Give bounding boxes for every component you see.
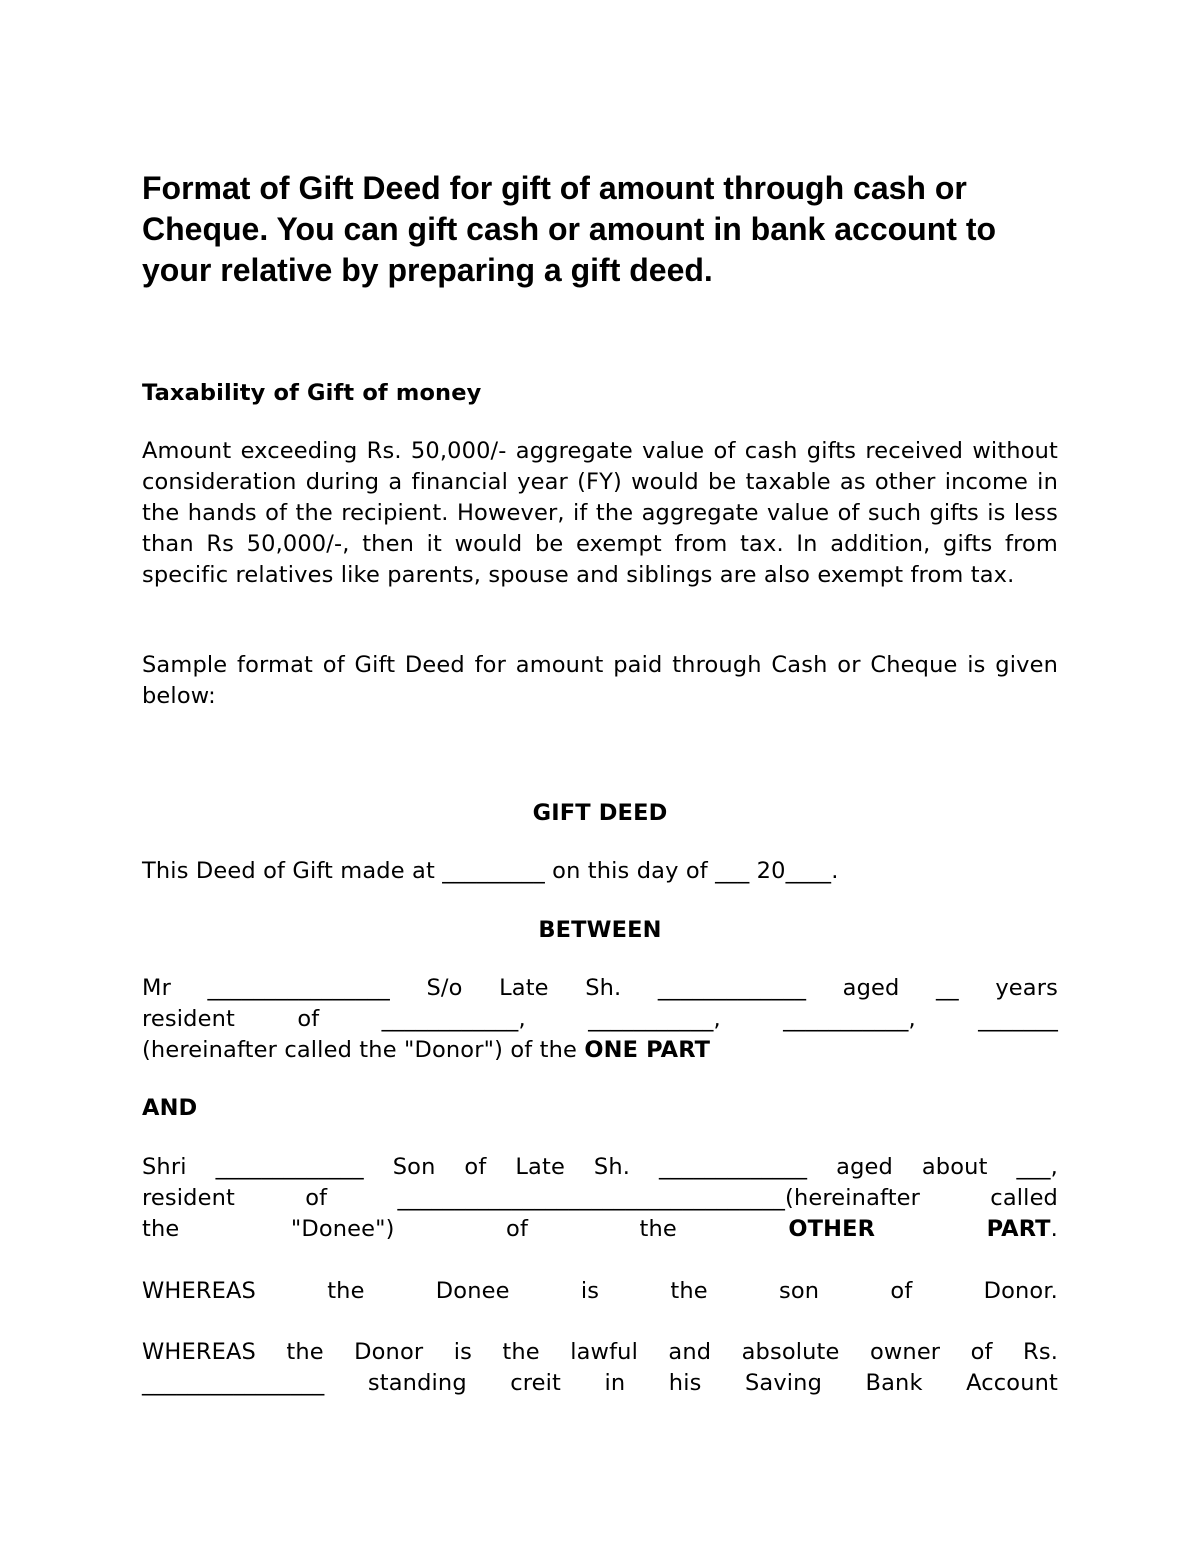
donee-paragraph bbox=[142, 1152, 1058, 1245]
deed-heading: GIFT DEED bbox=[532, 800, 668, 826]
donor-line-3-text: (hereinafter called the "Donor") of the bbox=[142, 1037, 585, 1063]
document-body bbox=[142, 168, 1058, 1396]
donor-line-1: Mr ________________ S/o Late Sh. _____________ aged __ years bbox=[142, 975, 1058, 1001]
whereas-donee-son: WHEREAS the Donee is the son of Donor. bbox=[142, 1278, 1058, 1304]
donee-line-3-end: . bbox=[1050, 1216, 1058, 1242]
donee-line-2: resident of __________________________________(hereinafter called bbox=[142, 1185, 1058, 1211]
whereas-donor-owner bbox=[142, 1337, 1058, 1399]
donor-paragraph bbox=[142, 973, 1058, 1066]
page-title: Format of Gift Deed for gift of amount through cash or Cheque. You can gift cash or amount in bank account to your relative by preparing a gift deed. bbox=[142, 170, 997, 288]
other-label: OTHER bbox=[788, 1216, 876, 1242]
donee-line-1: Shri _____________ Son of Late Sh. _____________ aged about ___, bbox=[142, 1154, 1058, 1180]
donor-line-3 bbox=[142, 1035, 1058, 1066]
section-heading-taxability: Taxability of Gift of money bbox=[142, 380, 482, 406]
taxability-paragraph: Amount exceeding Rs. 50,000/- aggregate value of cash gifts received without consideration during a financial year (FY) would be taxable as other income in the hands of the recipient. However, if the aggregate value of such gifts is less than Rs 50,000/-, then it would be exempt from tax. In addition, gifts from specific relatives like parents, spouse and siblings are also exempt from tax. bbox=[142, 438, 1058, 588]
whereas-donor-line-1: WHEREAS the Donor is the lawful and absolute owner of Rs. bbox=[142, 1339, 1058, 1365]
donee-line-3-space bbox=[875, 1216, 986, 1242]
one-part-label: ONE PART bbox=[584, 1037, 711, 1063]
deed-made-at-line: This Deed of Gift made at _________ on this day of ___ 20____. bbox=[142, 858, 839, 884]
sample-intro-paragraph: Sample format of Gift Deed for amount paid through Cash or Cheque is given below: bbox=[142, 652, 1058, 709]
whereas-donor-line-2: ________________ standing creit in his Saving Bank Account bbox=[142, 1370, 1058, 1396]
donee-line-3 bbox=[142, 1214, 1058, 1245]
donor-line-2: resident of ____________, ___________, ___________, _______ bbox=[142, 1006, 1058, 1032]
part-label: PART bbox=[986, 1216, 1051, 1242]
donee-line-3-text: the "Donee") of the bbox=[142, 1216, 789, 1242]
and-heading: AND bbox=[142, 1095, 198, 1121]
between-heading: BETWEEN bbox=[538, 917, 662, 943]
